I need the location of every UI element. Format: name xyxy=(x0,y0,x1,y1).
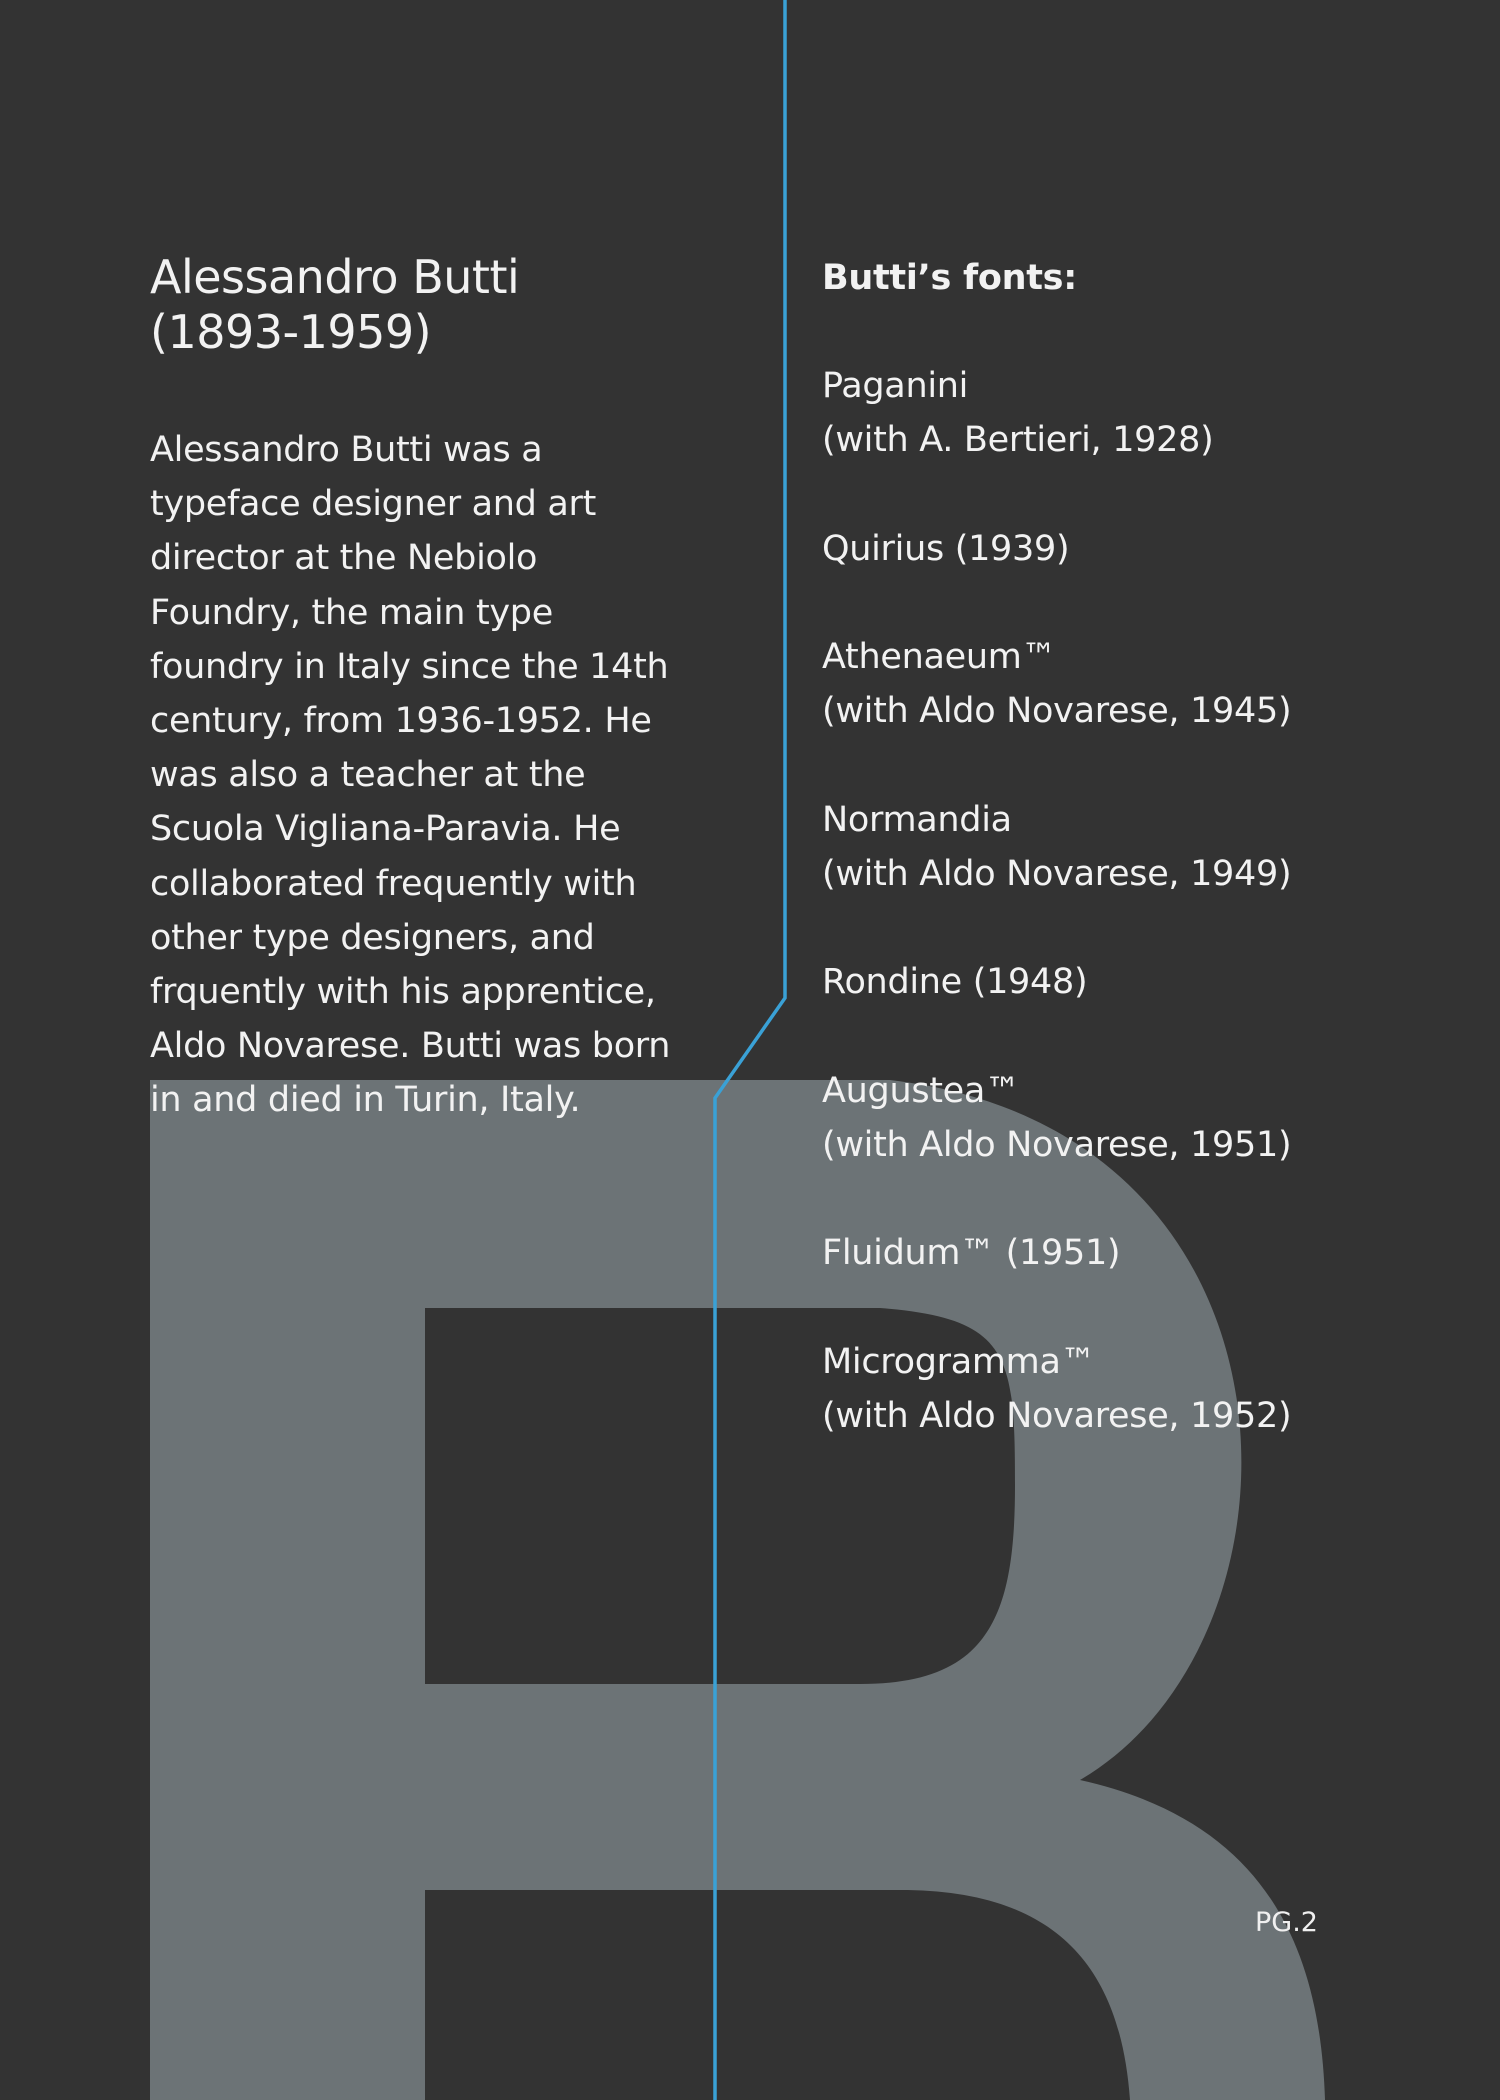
list-item xyxy=(822,522,1291,576)
font-name: Paganini xyxy=(822,366,969,406)
list-item xyxy=(822,630,1291,738)
font-detail: (with Aldo Novarese, 1952) xyxy=(822,1395,1292,1436)
list-item xyxy=(822,955,1291,1009)
list-item xyxy=(822,1335,1291,1443)
list-item xyxy=(822,1226,1291,1280)
font-name: Quirius (1939) xyxy=(822,528,1070,569)
biography-paragraph: Alessandro Butti was a typeface designer and art director at the Nebiolo Foundry, the main type foundry in Italy since the 14th century, from 1936-1952. He was also a teacher at the Scuola Vigliana-Paravia. He collaborated frequently with other type designers, and frquently with his apprentice, Aldo Novarese. Butti was born in and died in Turin, Italy. xyxy=(150,430,671,1121)
list-item xyxy=(822,793,1291,901)
designer-name: Alessandro Butti xyxy=(150,250,520,304)
font-name: Fluidum™ (1951) xyxy=(822,1233,1121,1274)
font-detail: (with Aldo Novarese, 1949) xyxy=(822,853,1292,894)
font-detail: (with A. Bertieri, 1928) xyxy=(822,420,1214,461)
list-item xyxy=(822,359,1291,467)
page-title xyxy=(150,250,710,360)
designer-years: (1893-1959) xyxy=(150,305,432,359)
font-name: Augustea™ xyxy=(822,1070,1020,1111)
font-name: Rondine (1948) xyxy=(822,962,1088,1003)
page-number: PG.2 xyxy=(1255,1907,1318,1938)
fonts-heading: Butti’s fonts: xyxy=(822,258,1077,298)
font-name: Microgramma™ xyxy=(822,1341,1096,1382)
font-name: Athenaeum™ xyxy=(822,636,1057,677)
font-detail: (with Aldo Novarese, 1951) xyxy=(822,1124,1292,1165)
list-item xyxy=(822,1064,1291,1172)
fonts-list xyxy=(822,359,1291,1497)
font-name: Normandia xyxy=(822,799,1012,840)
font-detail: (with Aldo Novarese, 1945) xyxy=(822,691,1292,732)
